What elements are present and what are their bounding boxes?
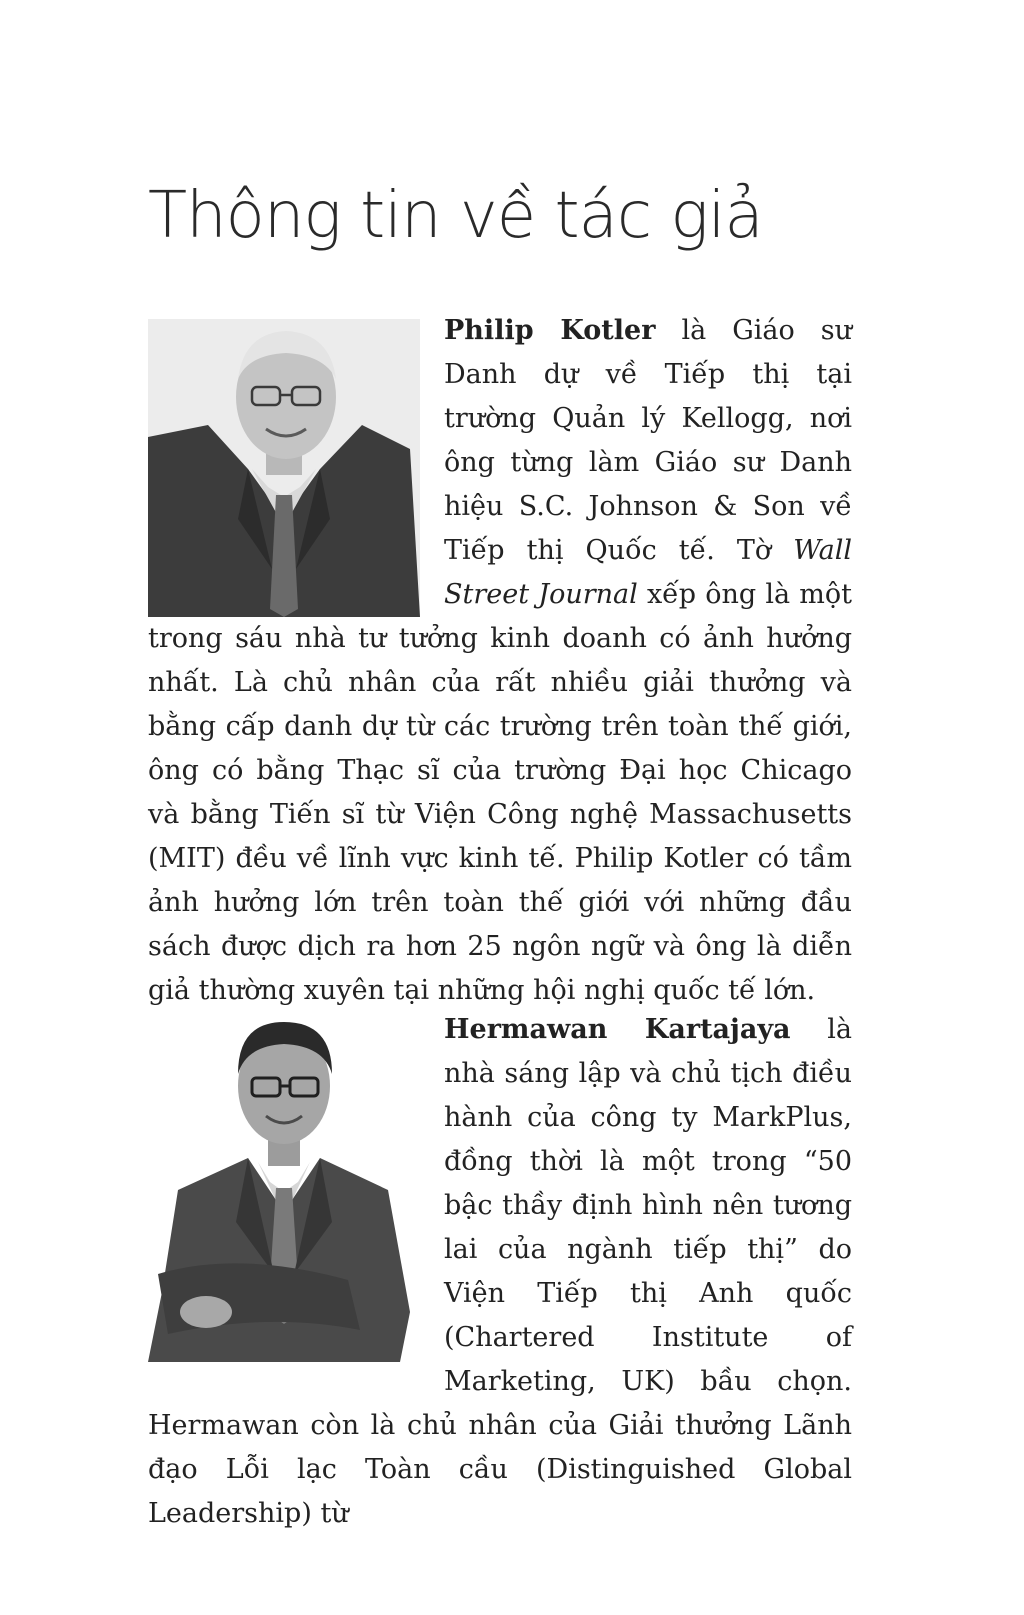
author-bio-kotler-text-2: xếp ông là một trong sáu nhà tư tưởng kinh doanh có ảnh hưởng nhất. Là chủ nhân của rất nhiều giải thưởng và bằng cấp danh dự từ các trường trên toàn thế giới, ông có bằng Thạc sĩ của trường Đại học Chicago và bằng Tiến sĩ từ Viện Công nghệ Massachusetts (MIT) đều về lĩnh vực kinh tế. Philip Kotler có tầm ảnh hưởng lớn trên toàn thế giới với những đầu sách được dịch ra hơn 25 ngôn ngữ và ông là diễn giả thường xuyên tại những hội nghị quốc tế lớn.	[148, 579, 852, 1006]
author-photo-kartajaya	[148, 1012, 420, 1362]
author-bio-kartajaya	[148, 1008, 852, 1536]
author-photo-kotler	[148, 319, 420, 617]
publication-name: Wall Street Journal	[444, 535, 852, 610]
author-bio-kotler-text-1: là Giáo sư Danh dự về Tiếp thị tại trường Quản lý Kellogg, nơi ông từng làm Giáo sư Danh hiệu S.C. Johnson & Son về Tiếp thị Quốc tế. Tờ	[444, 315, 853, 566]
page-title: Thông tin về tác giả	[148, 179, 763, 253]
author-bio-kotler	[148, 309, 852, 1013]
author-name-kartajaya: Hermawan Kartajaya	[444, 1014, 791, 1045]
author-name-kotler: Philip Kotler	[444, 315, 656, 346]
author-bio-kartajaya-text: là nhà sáng lập và chủ tịch điều hành của công ty MarkPlus, đồng thời là một trong “50 bậc thầy định hình nên tương lai của ngành tiếp thị” do Viện Tiếp thị Anh quốc (Chartered Institute of Marketing, UK) bầu chọn. Hermawan còn là chủ nhân của Giải thưởng Lãnh đạo Lỗi lạc Toàn cầu (Distinguished Global Leadership) từ	[148, 1014, 852, 1529]
